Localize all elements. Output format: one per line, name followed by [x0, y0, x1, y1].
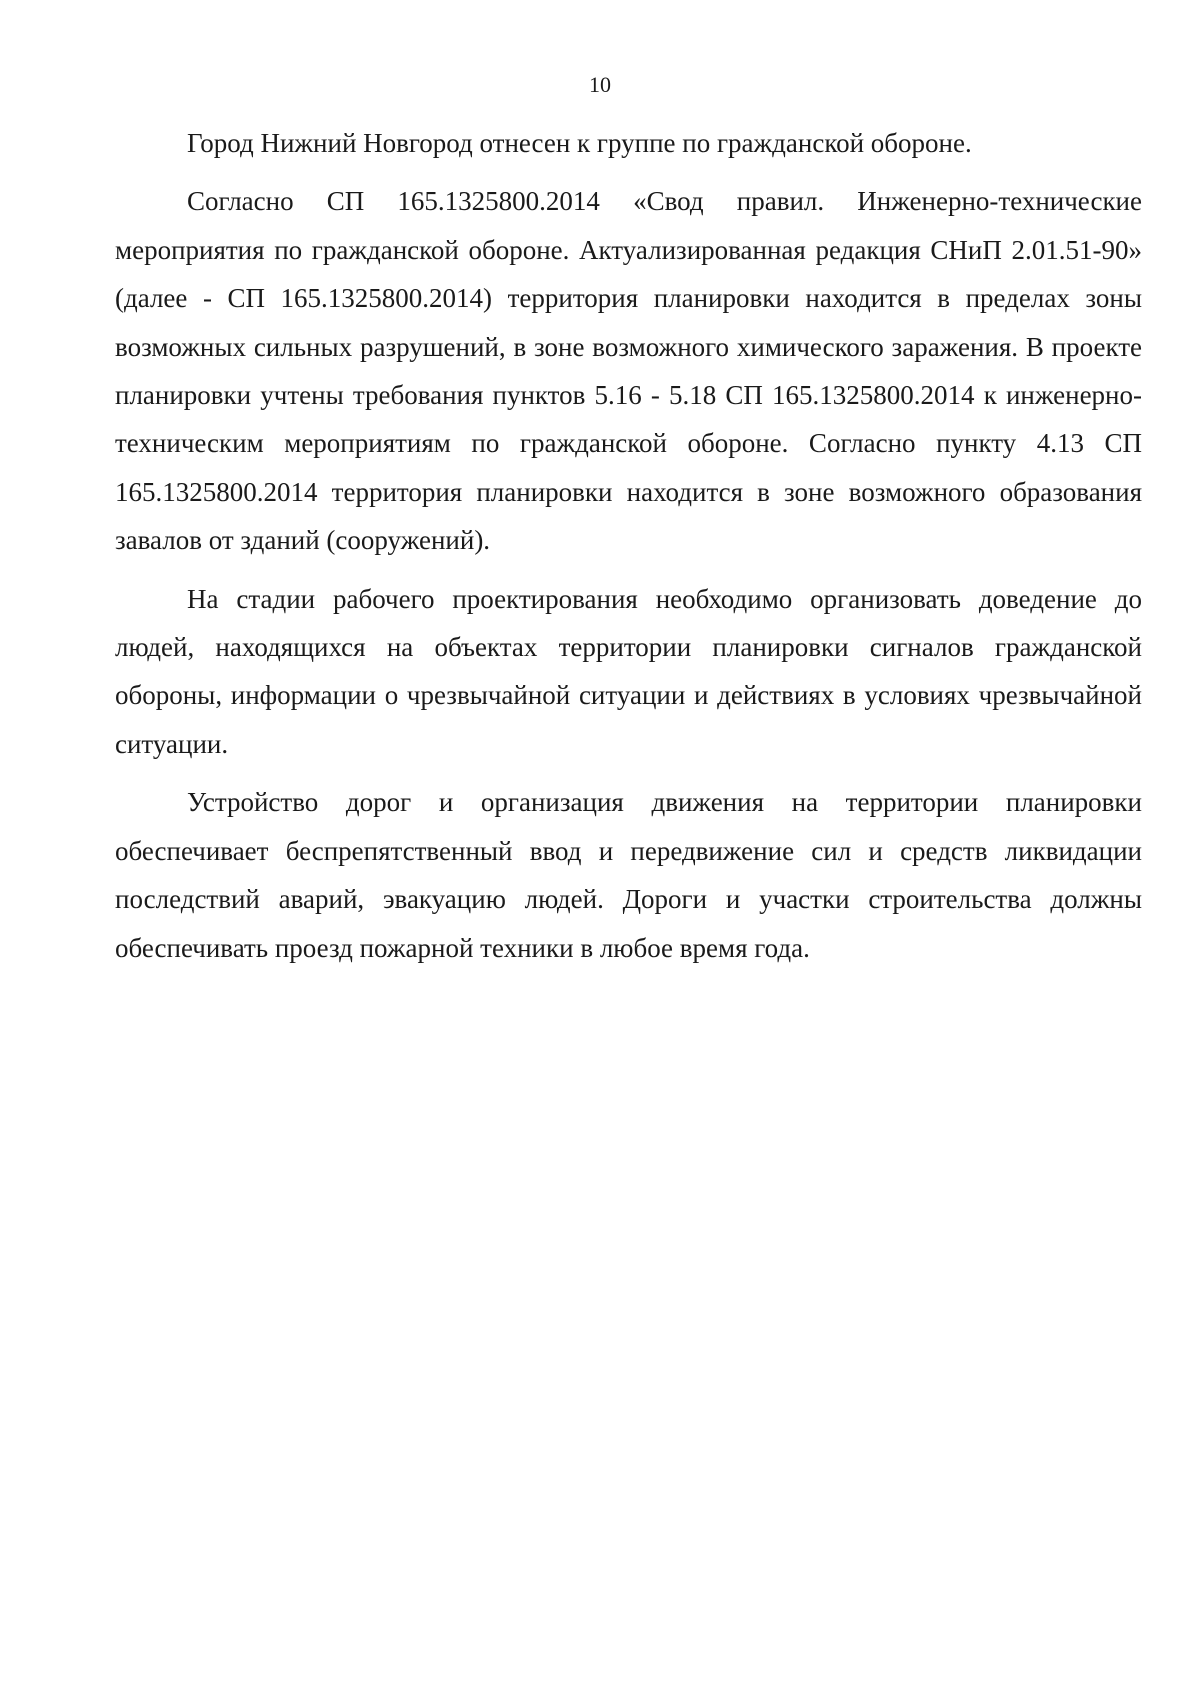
paragraph-signals: На стадии рабочего проектирования необходимо организовать доведение до людей, находящихся на объектах территории планировки сигналов гражданской обороны, информации о чрезвычайной ситуации и действиях в условиях чрезвычайной ситуации.	[115, 583, 1142, 759]
document-body	[115, 119, 1142, 982]
page-number: 10	[589, 72, 611, 97]
paragraph-civil-defense-group: Город Нижний Новгород отнесен к группе по гражданской обороне.	[187, 128, 972, 158]
paragraph-roads: Устройство дорог и организация движения на территории планировки обеспечивает беспрепятственный ввод и передвижение сил и средств ликвидации последствий аварий, эвакуацию людей. Дороги и участки строительства должны обеспечивать проезд пожарной техники в любое время года.	[115, 787, 1142, 963]
paragraph-regulations: Согласно СП 165.1325800.2014 «Свод правил. Инженерно-технические мероприятия по гражданской обороне. Актуализированная редакция СНиП 2.01.51-90» (далее - СП 165.1325800.2014) территория планировки находится в пределах зоны возможных сильных разрушений, в зоне возможного химического заражения. В проекте планировки учтены требования пунктов 5.16 - 5.18 СП 165.1325800.2014 к инженерно-техническим мероприятиям по гражданской обороне. Согласно пункту 4.13 СП 165.1325800.2014 территория планировки находится в зоне возможного образования завалов от зданий (сооружений).	[115, 186, 1142, 556]
